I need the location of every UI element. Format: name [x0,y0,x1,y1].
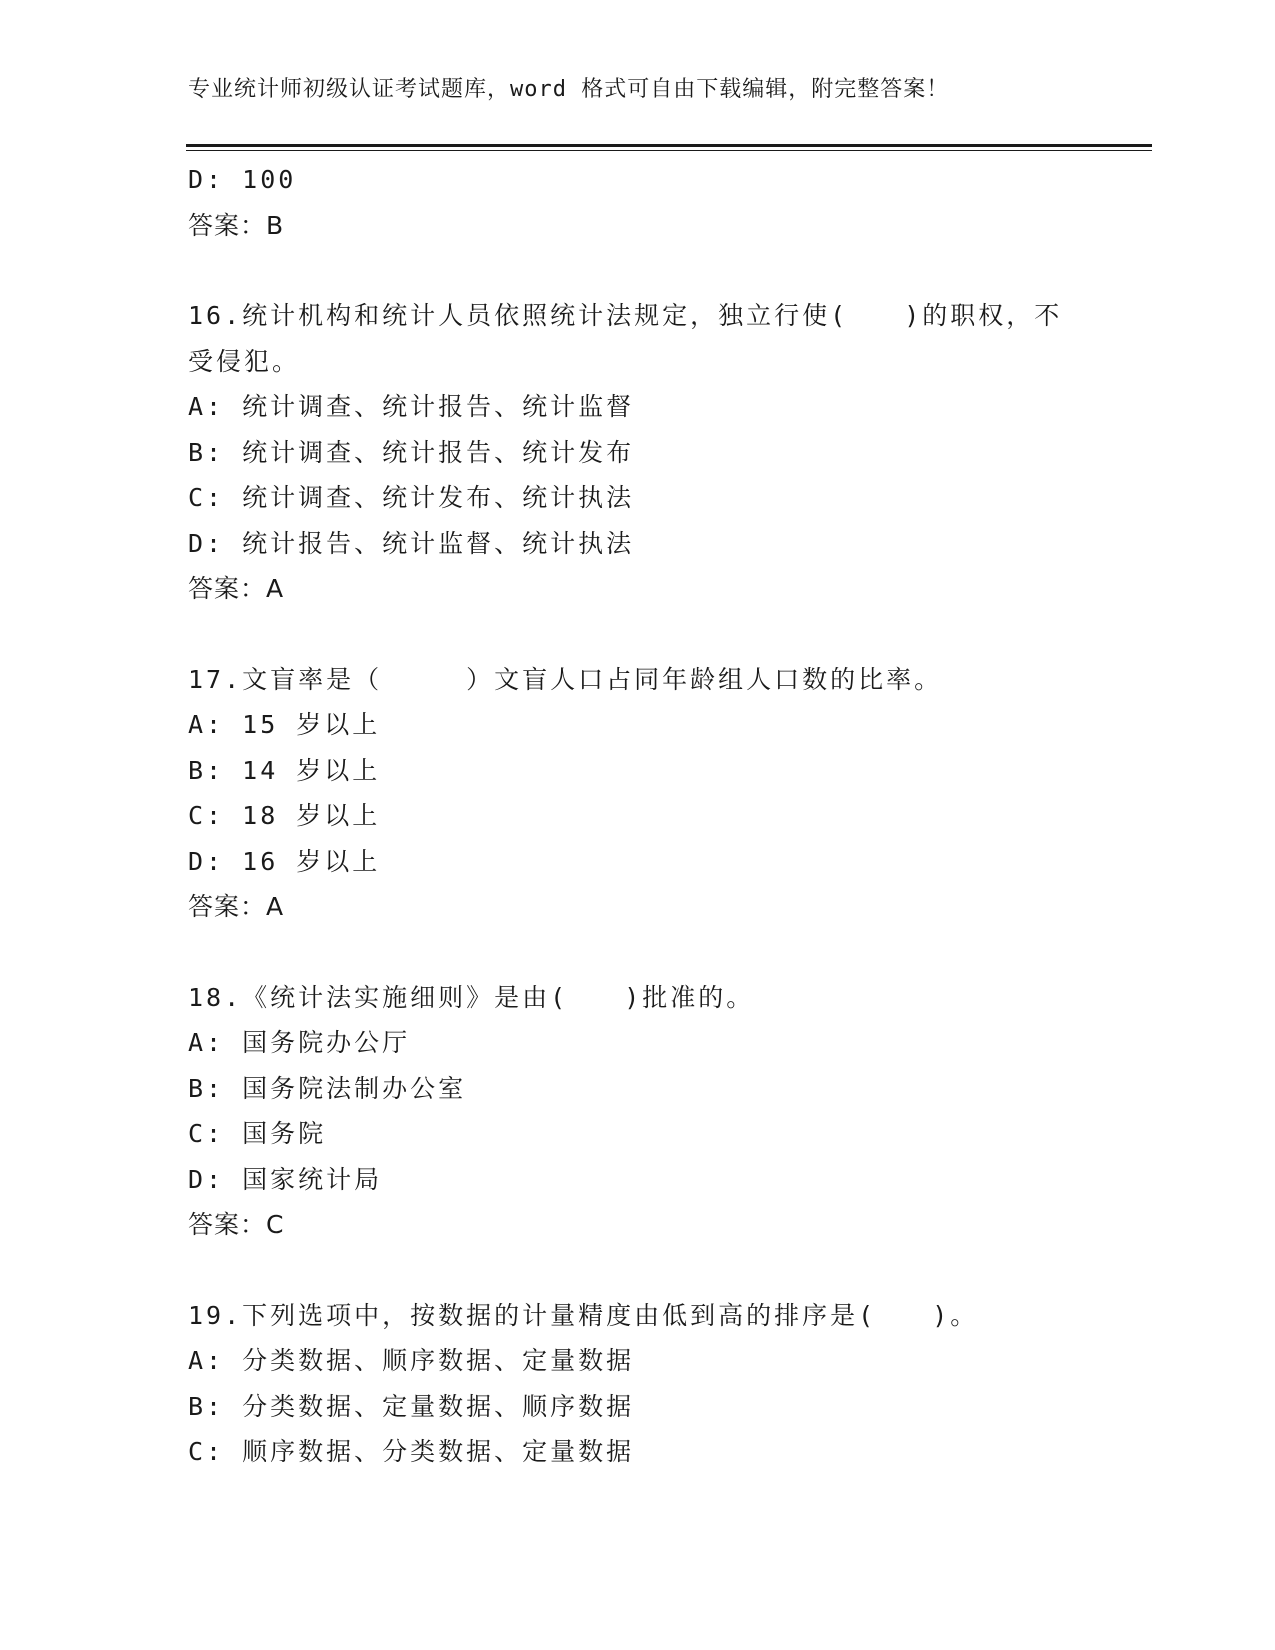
question-17 [188,657,1088,930]
question-gap [188,248,1088,293]
question-stem-continued: 受侵犯。 [188,346,301,376]
question-gap [188,930,1088,975]
option-b: B: 分类数据、定量数据、顺序数据 [188,1391,635,1421]
option-d: D: 100 [188,165,297,194]
option-a: A: 国务院办公厅 [188,1028,411,1057]
option-c: C: 18 岁以上 [188,801,381,830]
answer-line: 答案：C [188,1210,285,1239]
option-d: D: 统计报告、统计监督、统计执法 [188,528,635,558]
option-b: B: 国务院法制办公室 [188,1073,467,1103]
option-a: A: 统计调查、统计报告、统计监督 [188,392,635,421]
page-header: 专业统计师初级认证考试题库，word 格式可自由下载编辑，附完整答案！ [188,77,950,102]
header-rule-thin [186,150,1152,151]
question-stem: 18.《统计法实施细则》是由( )批准的。 [188,982,755,1012]
answer-line: 答案：B [188,210,285,240]
option-c: C: 国务院 [188,1119,327,1148]
answer-line: 答案：A [188,892,285,921]
option-b: B: 14 岁以上 [188,755,381,785]
question-gap [188,1248,1088,1293]
option-b: B: 统计调查、统计报告、统计发布 [188,437,635,467]
question-16 [188,293,1088,612]
question-stem: 16.统计机构和统计人员依照统计法规定，独立行使( )的职权，不 [188,301,1063,330]
question-stem: 17.文盲率是（ ）文盲人口占同年龄组人口数的比率。 [188,664,943,694]
question-18 [188,975,1088,1248]
question-gap [188,612,1088,657]
option-d: D: 国家统计局 [188,1164,383,1194]
question-stem: 19.下列选项中，按数据的计量精度由低到高的排序是( )。 [188,1300,979,1330]
answer-line: 答案：A [188,574,285,603]
option-c: C: 统计调查、统计发布、统计执法 [188,483,635,512]
question-19 [188,1293,1088,1475]
option-a: A: 分类数据、顺序数据、定量数据 [188,1346,635,1375]
option-d: D: 16 岁以上 [188,846,381,876]
header-rule-thick [186,144,1152,147]
question-content [188,157,1088,1475]
option-c: C: 顺序数据、分类数据、定量数据 [188,1437,635,1466]
option-a: A: 15 岁以上 [188,710,381,739]
previous-question-tail [188,157,1088,248]
